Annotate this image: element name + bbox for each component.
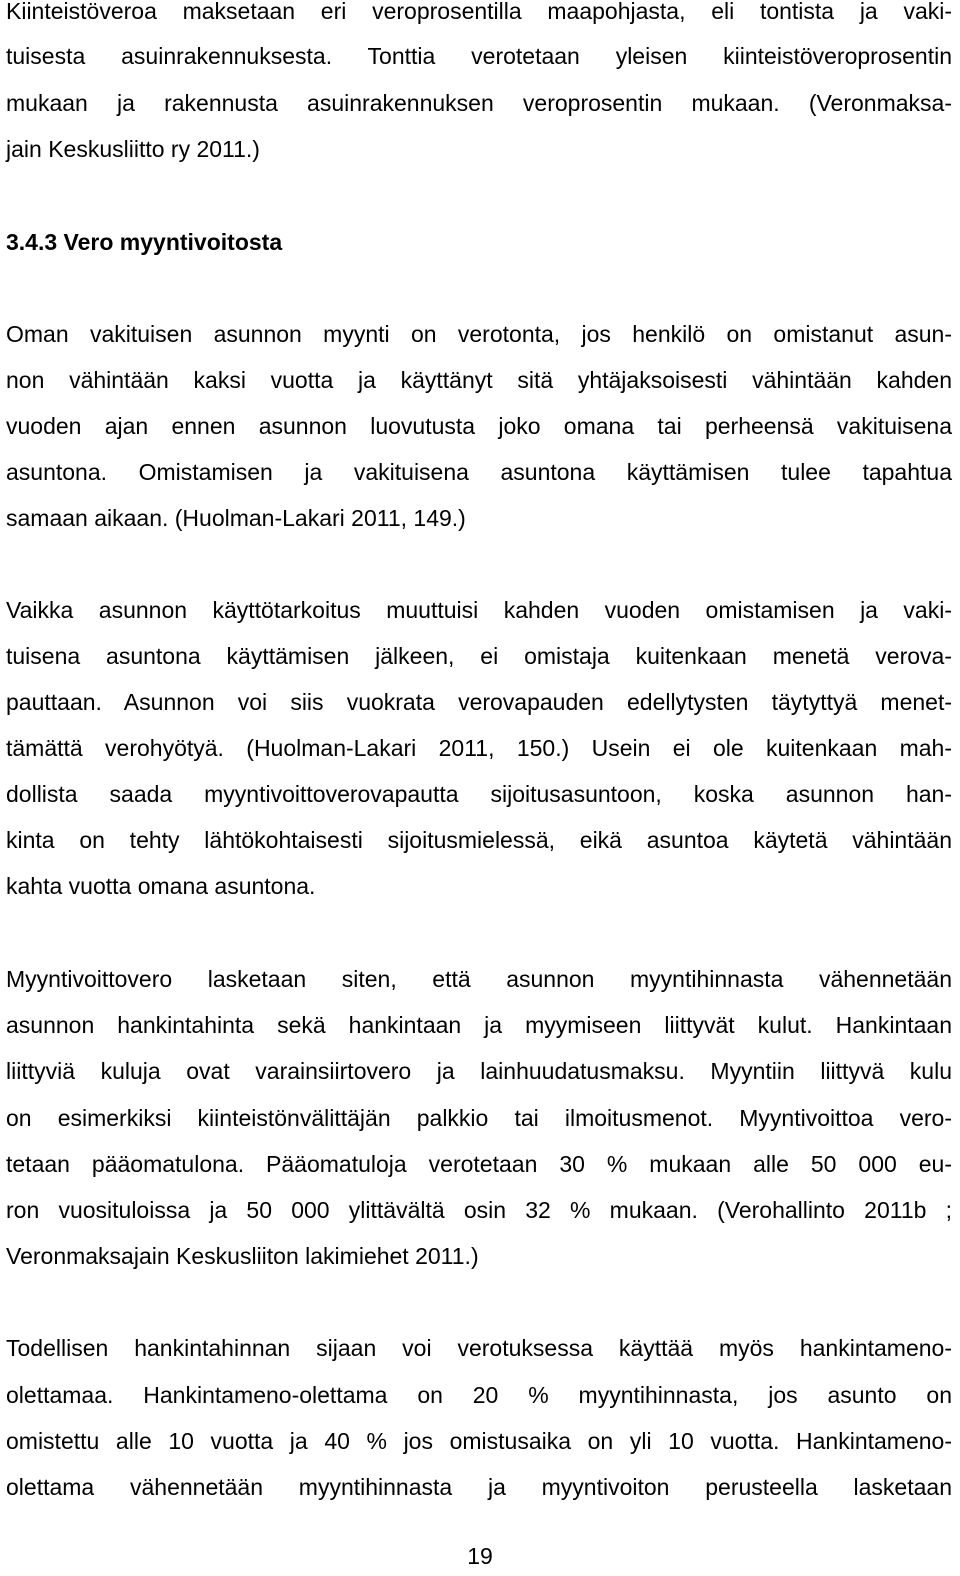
text-line: on esimerkiksi kiinteistönvälittäjän palkkio tai ilmoitusmenot. Myyntivoittoa vero- [6,1105,952,1131]
text-line: omistettu alle 10 vuotta ja 40 % jos omistusaika on yli 10 vuotta. Hankintameno- [6,1428,952,1454]
text-line: Kiinteistöveroa maksetaan eri veroprosentilla maapohjasta, eli tontista ja vaki- [6,0,952,24]
text-line: asunnon hankintahinta sekä hankintaan ja myymiseen liittyvät kulut. Hankintaan [6,1012,952,1038]
text-line: Veronmaksajain Keskusliiton lakimiehet 2011.) [6,1243,479,1269]
text-line: mukaan ja rakennusta asuinrakennuksen veroprosentin mukaan. (Veronmaksa- [6,90,952,116]
text-line: non vähintään kaksi vuotta ja käyttänyt sitä yhtäjaksoisesti vähintään kahden [6,367,952,393]
text-line: samaan aikaan. (Huolman-Lakari 2011, 149.) [6,505,466,531]
text-line: kinta on tehty lähtökohtaisesti sijoitusmielessä, eikä asuntoa käytetä vähintään [6,827,952,853]
text-line: pauttaan. Asunnon voi siis vuokrata verovapauden edellytysten täytyttyä menet- [6,689,952,715]
text-line: tämättä verohyötyä. (Huolman-Lakari 2011, 150.) Usein ei ole kuitenkaan mah- [6,735,952,761]
text-line: tetaan pääomatulona. Pääomatuloja verotetaan 30 % mukaan alle 50 000 eu- [6,1151,952,1177]
text-line: kahta vuotta omana asuntona. [6,873,316,899]
text-line: liittyviä kuluja ovat varainsiirtovero ja lainhuudatusmaksu. Myyntiin liittyvä kulu [6,1058,952,1084]
text-line: tuisesta asuinrakennuksesta. Tonttia verotetaan yleisen kiinteistöveroprosentin [6,43,952,69]
text-line: dollista saada myyntivoittoverovapautta sijoitusasuntoon, koska asunnon han- [6,781,952,807]
page-number: 19 [467,1543,493,1569]
text-line: vuoden ajan ennen asunnon luovutusta joko omana tai perheensä vakituisena [6,413,952,439]
text-line: Vaikka asunnon käyttötarkoitus muuttuisi kahden vuoden omistamisen ja vaki- [6,597,952,623]
text-line: olettama vähennetään myyntihinnasta ja myyntivoiton perusteella lasketaan [6,1474,952,1500]
text-line: Oman vakituisen asunnon myynti on verotonta, jos henkilö on omistanut asun- [6,321,952,347]
text-line: asuntona. Omistamisen ja vakituisena asuntona käyttämisen tulee tapahtua [6,459,952,485]
text-line: tuisena asuntona käyttämisen jälkeen, ei omistaja kuitenkaan menetä verova- [6,643,952,669]
text-line: olettamaa. Hankintameno-olettama on 20 % myyntihinnasta, jos asunto on [6,1382,952,1408]
text-line: jain Keskusliitto ry 2011.) [6,136,260,162]
text-line: Todellisen hankintahinnan sijaan voi verotuksessa käyttää myös hankintameno- [6,1335,952,1361]
text-line: ron vuosituloissa ja 50 000 ylittävältä osin 32 % mukaan. (Verohallinto 2011b ; [6,1197,952,1223]
section-heading: 3.4.3 Vero myyntivoitosta [6,229,283,255]
text-line: Myyntivoittovero lasketaan siten, että asunnon myyntihinnasta vähennetään [6,966,952,992]
